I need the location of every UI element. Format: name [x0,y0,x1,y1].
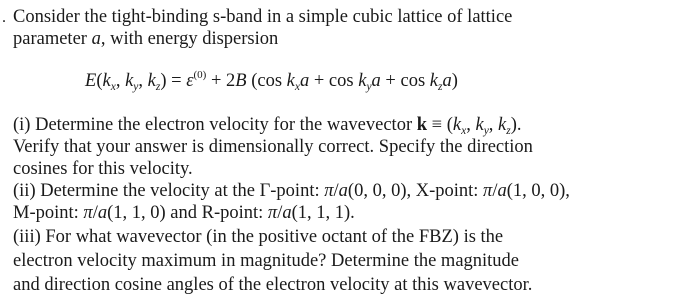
intro-line-2: parameter a, with energy dispersion [13,29,279,49]
part-ii-line-1: (ii) Determine the velocity at the Γ-point: π/a(0, 0, 0), X-point: π/a(1, 0, 0), [13,181,570,201]
part-iii-line-2: electron velocity maximum in magnitude? Determine the magnitude [13,251,520,271]
bullet-marker: . [2,9,6,26]
energy-dispersion-equation: $E(k_x$, $k_y$, $k_z) = \varepsilon^{(0)} + 2B$ (cos $k_xa + \cos k_ya + \cos k_za$) [85,69,458,93]
part-iii-line-1: (iii) For what wavevector (in the positive octant of the FBZ) is the [13,227,504,247]
part-i-line-2: Verify that your answer is dimensionally correct. Specify the direction [13,137,533,157]
part-ii-line-2: M-point: π/a(1, 1, 0) and R-point: π/a(1, 1, 1). [13,203,355,223]
part-i-line-1: (i) Determine the electron velocity for the wavevector $k \equiv (k_x$, $k_y$, $k_z$). [13,115,522,137]
part-iii-line-3: and direction cosine angles of the electron velocity at this wavevector. [13,275,533,295]
part-i-line-3: cosines for this velocity. [13,159,193,179]
intro-line-1: Consider the tight-binding s-band in a simple cubic lattice of lattice [13,7,513,27]
